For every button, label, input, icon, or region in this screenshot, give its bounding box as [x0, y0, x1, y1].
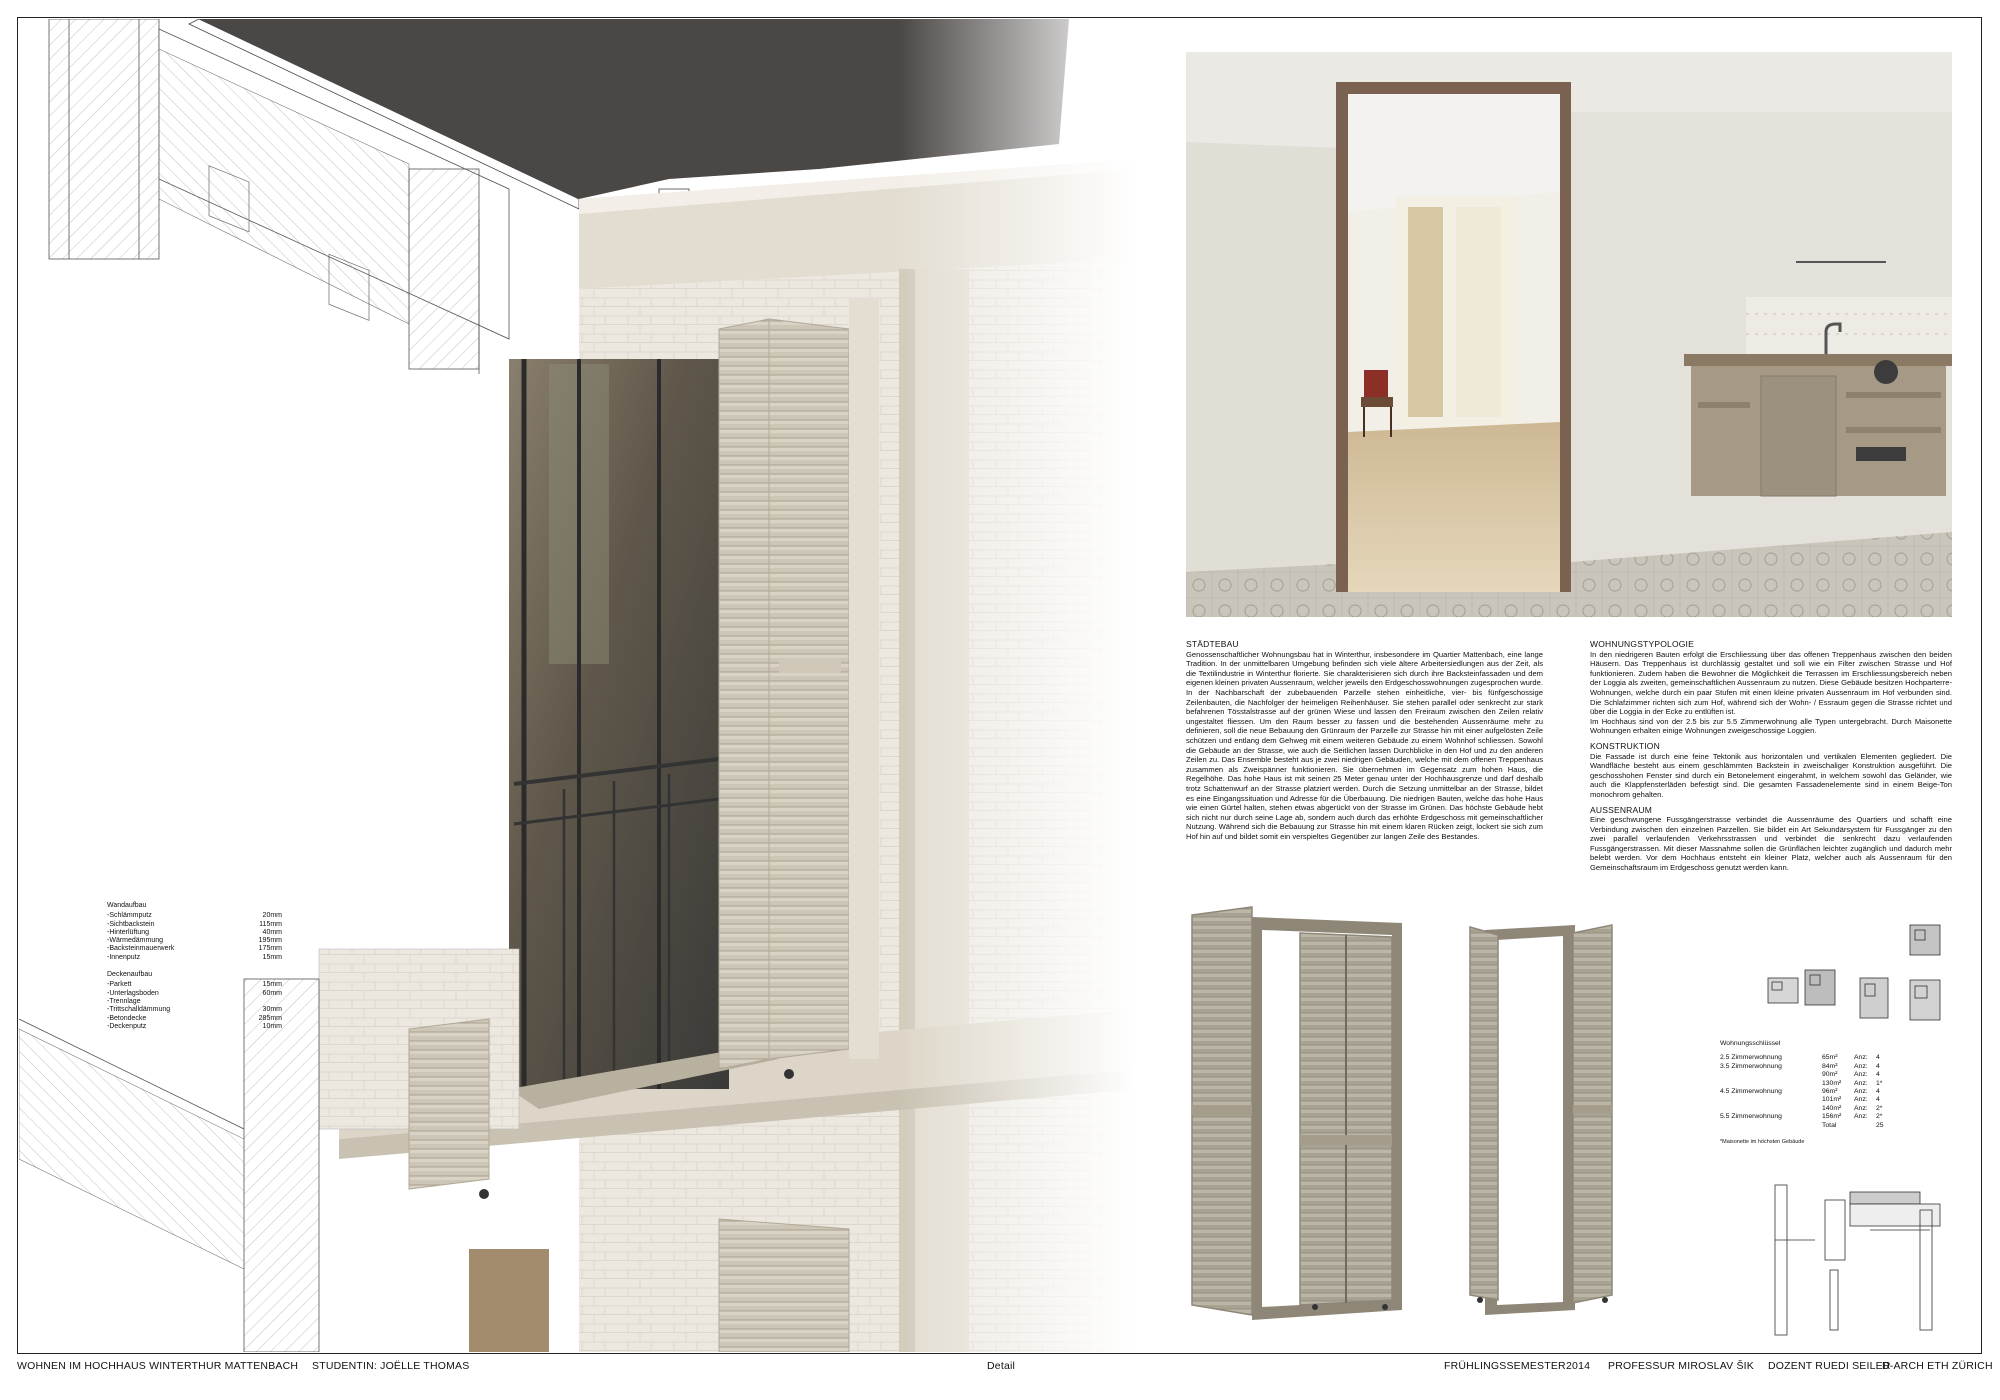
unit-area: 84m²	[1822, 1062, 1838, 1070]
staedtebau-body: Genossenschaftlicher Wohnungsbau hat in Winterthur, insbesondere im Quartier Mattenbach, eine lange Tradition. In der unmittelbaren Umgebung befinden sich viele ältere Arbeitersiedlungen aus der Zeit, als die Textilindustrie in Winterthur florierte. Sie charakterisieren sich durch ihre Backsteinfassaden und dem eigenen kleinen privaten Aussenraum, welcher jeweils den Erdgeschosswohnungen zugesprochen wurde. In der Nachbarschaft der zubebauenden Parzelle stehen einheitliche, vier- bis fünfgeschossige Zeilenbauten, die Nachfolger der heimeligen Reihenhäuser. Sie stehen parallel oder senkrecht zur stark befahrenen Tösstalstrasse auf der grünen Wiese und lassen den Freiraum zwischen den Zeilen relativ ungestaltet fliessen. Um den Raum besser zu fassen und die bestehenden Aussenräume mehr zu definieren, soll die neue Bebauung den Grünraum der Parzelle zur Strasse hin mit einer aufgelösten Zeile schützen und entlang dem Gehweg mit einem weiteren Gebäude zu einem Wohnhof schliessen. Sowohl die Gebäude an der Strasse, wie auch die Seitlichen lassen Durchblicke in den Hof und zu den anderen Zeilen zu. Das Ensemble besteht aus je zwei niedrigen Gebäuden, welche mit dem offenen Treppenhaus zusammen als Zweispänner funktionieren. Sie übernehmen im Gegensatz zum hohen Haus, die Regelhöhe. Das hohe Haus ist mit seinen 25 Meter genau unter der Hochhausgrenze und darf deshalb trotz Schattenwurf an der Strasse platziert werden. Durch die Setzung unmittelbar an der Strasse, bildet es eine Eingangssituation und Adresse für die Überbauung. Die niedrigen Bauten, welche das hohe Haus wie einen Gürtel halten, stehen etwas abgerückt von der Strasse im Grünen. Das höchste Gebäude hebt sich nicht nur durch seine Lage ab, sondern auch durch das erhöhte Erdgeschoss mit gemeinschaftlicher Nutzung. Während sich die Bebauung zur Strasse hin mit einem klaren Rücken zeigt, lockert sie sich zum Hof hin auf und bildet somit ein verspieltes Gegenüber zur langen Zeile des Bestandes.	[1186, 649, 1543, 841]
shutter-leaf-left	[719, 319, 769, 1069]
unit-count-label: Anz:	[1854, 1113, 1868, 1121]
layer-value: 30mm	[262, 1006, 282, 1014]
layer-name: -Trennlage	[107, 997, 141, 1005]
layer-value: 175mm	[258, 945, 282, 953]
unit-row	[1720, 1080, 1960, 1088]
aussenraum-heading: AUSSENRAUM	[1590, 804, 1652, 815]
shutter-model-open	[1470, 925, 1612, 1315]
unit-row-total	[1720, 1122, 1960, 1130]
footer-student: STUDENTIN: JOËLLE THOMAS	[312, 1360, 470, 1372]
unit-count: 2*	[1876, 1113, 1883, 1121]
wall-build-up-title: Wandaufbau	[107, 902, 147, 909]
unit-schedule	[1720, 1040, 1960, 1146]
unit-area: 130m²	[1822, 1079, 1842, 1087]
ceiling-build-up	[107, 971, 282, 1031]
parquet-floor	[1348, 422, 1560, 592]
unit-count-label: Anz:	[1854, 1054, 1868, 1062]
konstruktion-body: Die Fassade ist durch eine feine Tektonik aus horizontalen und vertikalen Elementen gegliedert. Die Wandfläche besteht aus einem geschlämmten Backstein in zweischaliger Konstruktion ausgeführt. Die geschosshohen Fenster sind durch ein Betonelement eingerahmt, in welchem sowohl das Geländer, wie auch die Klappfensterläden befestigt sind. Die gesamten Fassadenelemente sind in einem Beige-Ton monochrom gehalten.	[1590, 751, 1952, 799]
unit-count-label: Anz:	[1854, 1062, 1868, 1070]
unit-count: 4	[1876, 1096, 1880, 1104]
shutter-illustrations	[1180, 905, 1700, 1325]
unit-count: 1*	[1876, 1079, 1883, 1087]
unit-count: 4	[1876, 1054, 1880, 1062]
unit-area: 90m²	[1822, 1071, 1838, 1079]
layer-name: -Deckenputz	[107, 1022, 147, 1030]
unit-type	[1720, 1080, 1822, 1088]
unit-row	[1720, 1113, 1960, 1121]
staedtebau-heading: STÄDTEBAU	[1186, 639, 1239, 649]
unit-type	[1720, 1122, 1822, 1130]
layer-name: -Hinterlüftung	[107, 928, 150, 936]
unit-count-label: Anz:	[1854, 1096, 1868, 1104]
shutter-leaf-right	[769, 319, 849, 1059]
unit-area: 140m²	[1822, 1104, 1842, 1112]
fade-overlay	[899, 19, 1159, 1352]
unit-row	[1720, 1054, 1960, 1062]
unit-row	[1720, 1088, 1960, 1096]
unit-total-count: 25	[1876, 1121, 1884, 1129]
footer-semester: FRÜHLINGSSEMESTER	[1444, 1360, 1566, 1372]
wall-build-up	[107, 902, 282, 962]
unit-total-label: Total	[1822, 1121, 1837, 1129]
unit-count-label: Anz:	[1854, 1104, 1868, 1112]
construction-legend	[107, 902, 282, 1040]
text-column-right	[1590, 640, 1952, 879]
wall-insulation-top	[49, 19, 159, 259]
layer-name: -Backsteinmauerwerk	[107, 945, 175, 953]
shutter-model-closed	[1192, 907, 1402, 1320]
facade-detail-drawing	[19, 19, 1159, 1352]
window-section-detail	[1770, 1180, 1955, 1340]
layer-value: 15mm	[262, 953, 282, 961]
layer-value: 195mm	[258, 937, 282, 945]
footer-lecturer: DOZENT RUEDI SEILER	[1768, 1360, 1891, 1372]
unit-schedule-title: Wohnungsschlüssel	[1720, 1040, 1781, 1047]
unit-type: 2.5 Zimmerwohnung	[1720, 1054, 1782, 1062]
unit-type	[1720, 1071, 1822, 1079]
footer-project-title: WOHNEN IM HOCHHAUS WINTERTHUR MATTENBACH	[17, 1360, 299, 1372]
unit-type	[1720, 1096, 1822, 1104]
footer-year: 2014	[1566, 1360, 1591, 1372]
unit-row	[1720, 1105, 1960, 1113]
interior-render	[1186, 52, 1952, 617]
window-glass	[509, 359, 729, 1089]
interior-render-svg	[1186, 52, 1952, 617]
unit-count: 2*	[1876, 1104, 1883, 1112]
footer-professor: PROFESSUR MIROSLAV ŠIK	[1608, 1360, 1754, 1372]
footer-institution: D-ARCH ETH ZÜRICH	[1882, 1360, 1993, 1372]
unit-type: 4.5 Zimmerwohnung	[1720, 1088, 1782, 1096]
unit-count: 4	[1876, 1062, 1880, 1070]
unit-type: 3.5 Zimmerwohnung	[1720, 1062, 1782, 1070]
unit-count: 4	[1876, 1071, 1880, 1079]
unit-row	[1720, 1063, 1960, 1071]
unit-type: 5.5 Zimmerwohnung	[1720, 1113, 1782, 1121]
layer-name: -Wärmedämmung	[107, 937, 164, 945]
typologie-body: In den niedrigeren Bauten erfolgt die Erschliessung über das offenen Treppenhaus zwischen den beiden Häusern. Das Treppenhaus ist durchlässig gestaltet und soll wie ein Filter zwischen Strasse und Hof funktionieren. Zudem haben die Bewohner die Möglichkeit die Terrassen im Erschliessungsbereich neben der Loggia als zweiten, gemeinschaftlichen Aussenraum zu nutzen. Diese Gebäude besitzen Hochparterre-Wohnungen, welche durch ein paar Stufen mit einen kleine privaten Aussenraum im Hof verbunden sind. Die Schlafzimmer richten sich zum Hof, während sich der Wohn- / Essraum gegen die Strasse richtet und über die Loggia in der Ecke zu entlüften ist.	[1590, 649, 1952, 717]
layer-name: -Sichtbackstein	[107, 920, 155, 928]
floor-plan-thumbnails	[1760, 920, 1950, 1030]
unit-count-label	[1854, 1122, 1876, 1130]
layer-value: 40mm	[262, 928, 282, 936]
layer-name: -Trittschalldämmung	[107, 1006, 171, 1014]
footer-sheet-title: Detail	[987, 1360, 1016, 1372]
layer-value: 20mm	[262, 912, 282, 920]
layer-name: -Schlämmputz	[107, 912, 152, 920]
layer-value: 285mm	[258, 1014, 282, 1022]
backsplash	[1746, 297, 1952, 355]
unit-count-label: Anz:	[1854, 1071, 1868, 1079]
unit-row	[1720, 1071, 1960, 1079]
unit-count: 4	[1876, 1088, 1880, 1096]
layer-name: -Unterlagsboden	[107, 989, 159, 997]
text-column-left	[1186, 640, 1543, 847]
shutter-lower	[409, 1019, 489, 1189]
layer-value: 15mm	[262, 981, 282, 989]
typologie-heading: WOHNUNGSTYPOLOGIE	[1590, 639, 1694, 649]
layer-value: 115mm	[259, 920, 282, 928]
layer-value: 60mm	[262, 989, 282, 997]
unit-count-label: Anz:	[1854, 1079, 1868, 1087]
layer-name: -Innenputz	[107, 953, 141, 961]
unit-area: 96m²	[1822, 1088, 1838, 1096]
maisonette-note: *Maisonette im höchsten Gebäude	[1720, 1139, 1805, 1146]
unit-area: 156m²	[1822, 1113, 1842, 1121]
konstruktion-heading: KONSTRUKTION	[1590, 740, 1660, 751]
aussenraum-body: Eine geschwungene Fussgängerstrasse verbindet die Aussenräume des Quartiers und schafft eine Verbindung zwischen den einzelnen Parzellen. Sie bildet ein Art Sekundärsystem für Fussgänger zu den zwei parallel verlaufenden Verkehrsstrassen und verbindet die senkrecht dazu verlaufenden Fussgängerstrassen. Mit dieser Massnahme sollen die Grünflächen leichter zugänglich und dadurch mehr belebt werden. Vor dem Hochhaus entsteht ein kleiner Platz, welcher auch als Aussenraum für den Gemeinschaftsraum im Erdgeschoss genutzt werden kann.	[1590, 815, 1952, 873]
layer-value: 10mm	[262, 1022, 282, 1030]
ceiling-build-up-title: Deckenaufbau	[107, 971, 153, 979]
layer-name: -Parkett	[107, 981, 132, 989]
unit-area: 65m²	[1822, 1054, 1838, 1062]
unit-area: 101m²	[1822, 1096, 1842, 1104]
unit-type	[1720, 1105, 1822, 1113]
unit-row	[1720, 1096, 1960, 1104]
layer-name: -Betondecke	[107, 1014, 147, 1022]
typologie-body-2: Im Hochhaus sind von der 2.5 bis zur 5.5 Zimmerwohnung alle Typen untergebracht. Durch Maisonette Wohnungen erhalten einige Wohnungen zweigeschossige Loggien.	[1590, 716, 1952, 736]
kitchen-counter	[1684, 354, 1952, 366]
unit-count-label: Anz:	[1854, 1088, 1868, 1096]
